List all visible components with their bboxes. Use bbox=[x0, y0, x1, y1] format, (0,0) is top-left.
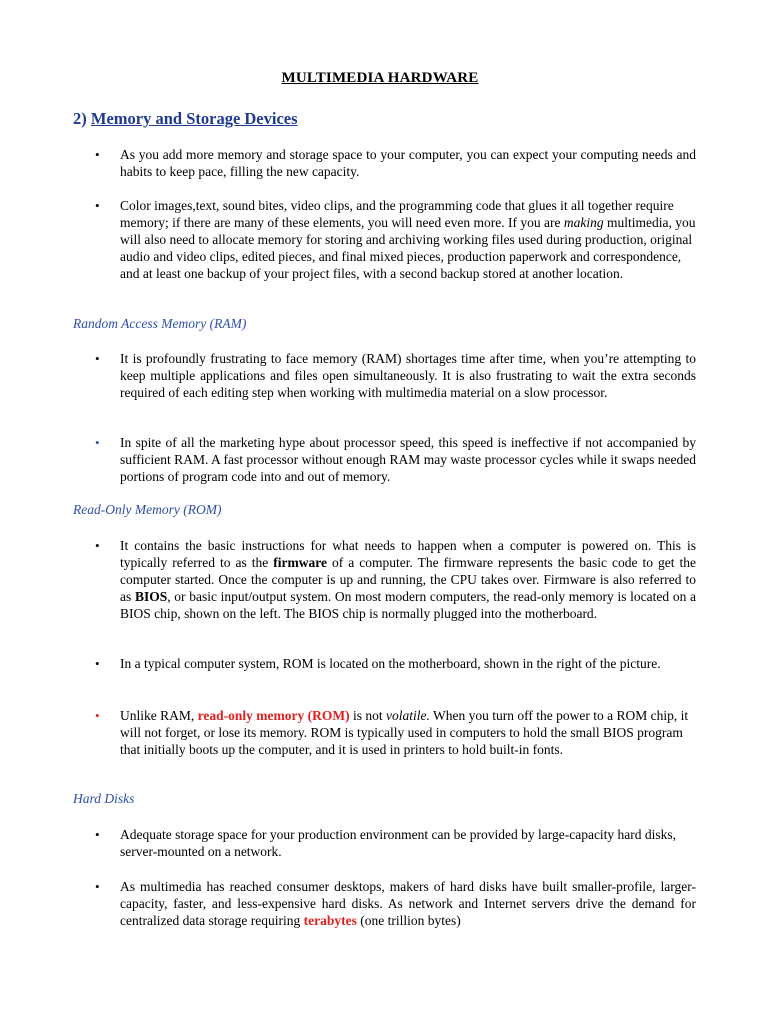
rom-b1-bios: BIOS bbox=[134, 589, 168, 604]
rom-b1-text-2: of a computer. The firmware represents the basic code to get the computer started. Once the computer is up and running, the CPU takes over. Firmware is also referred to as bbox=[120, 555, 696, 604]
rom-highlight: read-only memory (ROM) bbox=[197, 708, 350, 723]
rom-b1-firmware: firmware bbox=[273, 555, 327, 570]
rom-b3-text-2: is not bbox=[349, 708, 386, 723]
rom-b1-text-1: It contains the basic instructions for what needs to happen when a computer is powered on. This is typically referred to as the bbox=[120, 538, 696, 570]
hd-b2-text-2: (one trillion bytes) bbox=[356, 913, 461, 928]
rom-b3-text-1: Unlike RAM, bbox=[120, 708, 198, 723]
section-number: 2) bbox=[73, 109, 87, 128]
rom-bullet-3 bbox=[120, 707, 696, 758]
section-heading bbox=[73, 109, 298, 129]
section-title: Memory and Storage Devices bbox=[90, 109, 298, 128]
hd-b2-text-1: As multimedia has reached consumer desktops, makers of hard disks have built smaller-profile, larger-capacity, faster, and less-expensive hard disks. As network and Internet servers drive the demand for centralized data storage requiring bbox=[120, 879, 696, 928]
rom-bullet-1 bbox=[120, 537, 696, 622]
intro-bullet-1: • As you add more memory and storage space to your computer, you can expect your computing needs and habits to keep pace, filling the new capacity. bbox=[120, 146, 696, 180]
intro-bullet-2-text: Color images,text, sound bites, video clips, and the programming code that glues it all together require memory; if there are many of these elements, you will need even more. If you are making multimedia, you will also need to allocate memory for storing and archiving working files used during production, original audio and video clips, edited pieces, and final mixed pieces, production paperwork and correspondence, and at least one backup of your project files, with a second backup stored at another location. bbox=[120, 198, 696, 281]
hd-bullet-1: • Adequate storage space for your production environment can be provided by large-capacity hard disks, server-mounted on a network. bbox=[120, 826, 696, 860]
hd-terabytes: terabytes bbox=[303, 913, 357, 928]
ram-heading: Random Access Memory (RAM) bbox=[73, 316, 247, 331]
rom-bullet-2: • In a typical computer system, ROM is located on the motherboard, shown in the right of the picture. bbox=[120, 655, 696, 672]
hd-heading: Hard Disks bbox=[73, 791, 135, 806]
document-title: MULTIMEDIA HARDWARE bbox=[281, 70, 479, 86]
rom-b1-text-3: , or basic input/output system. On most modern computers, the read-only memory is located on a BIOS chip, shown on the left. The BIOS chip is normally plugged into the motherboard. bbox=[120, 589, 696, 621]
hd-bullet-2 bbox=[120, 878, 696, 929]
ram-bullet-1: • It is profoundly frustrating to face memory (RAM) shortages time after time, when you’re attempting to keep multiple applications and files open simultaneously. It is also frustrating to wait the extra seconds required of each editing step when working with multimedia material on a slow processor. bbox=[120, 350, 696, 401]
intro-bullet-2 bbox=[120, 197, 696, 282]
rom-b3-text-3: When you turn off the power to a ROM chip, it will not forget, or lose its memory. ROM is typically used in computers to hold the small BIOS program that initially boots up the computer, and it is used in printers to hold built-in fonts. bbox=[120, 708, 689, 757]
rom-b3-volatile: volatile. bbox=[385, 708, 430, 723]
rom-heading: Read-Only Memory (ROM) bbox=[73, 502, 222, 517]
ram-bullet-2: • In spite of all the marketing hype about processor speed, this speed is ineffective if not accompanied by sufficient RAM. A fast processor without enough RAM may waste processor cycles while it swaps needed portions of program code into and out of memory. bbox=[120, 434, 696, 485]
emphasis-making: making bbox=[563, 215, 604, 230]
